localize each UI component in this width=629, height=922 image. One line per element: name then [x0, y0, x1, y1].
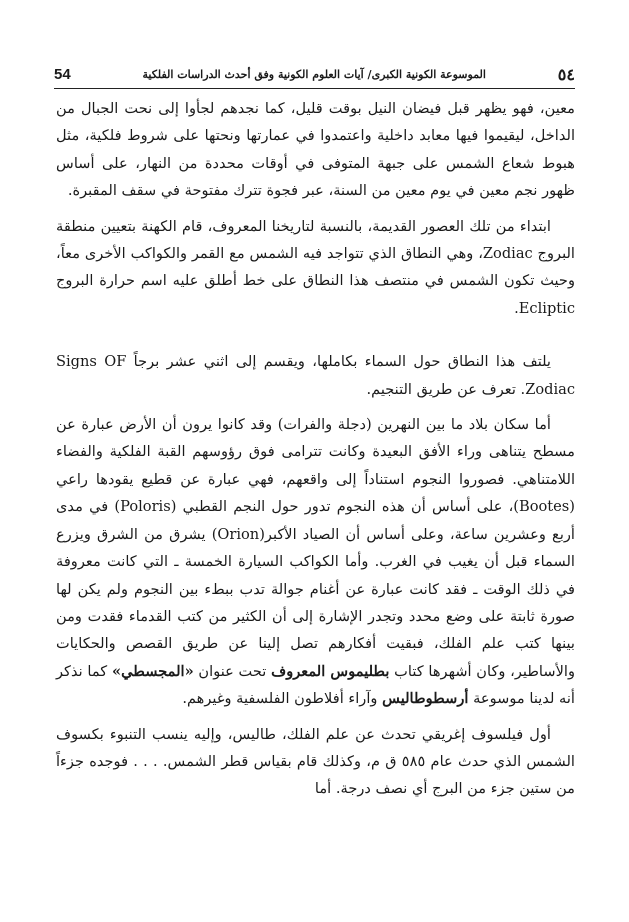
bold-almagest: «المجسطي» [111, 662, 194, 680]
paragraph-1: معين، فهو يظهر قبل فيضان النيل بوقت قليل، كما نجدهم لجأوا إلى نحت الجبال من الداخل، ليقيموا فيها معابد داخلية واعتمدوا في عمارتها ونحتها على شروط فلكية، مثل هبوط شعاع الشمس على جبهة المتوفى في أوقات محددة من النهار، على أساس ظهور نجم معين في يوم معين من السنة، عبر فجوة تترك مفتوحة في سقف المقبرة. [56, 100, 575, 200]
paragraph-2: ابتداء من تلك العصور القديمة، بالنسبة لتاريخنا المعروف، قام الكهنة بتعيين منطقة البروج Zodiac، وهي النطاق الذي تتواجد فيه الشمس مع القمر والكواكب الأخرى معاً، وحيث تكون الشمس في منتصف هذا النطاق على خط أطلق عليه اسم حرارة البروج Ecliptic. [56, 217, 575, 317]
page-body [56, 95, 575, 803]
paragraph-4-text-4: وآراء أفلاطون الفلسفية وغيرهم. [182, 690, 378, 708]
bold-ptolemy: بطليموس المعروف [271, 662, 390, 680]
bold-aristotle: أرسطوطاليس [382, 690, 469, 708]
header-rule [54, 88, 575, 89]
page-number-latin: 54 [54, 65, 71, 83]
paragraph-4-text-2: تحت عنوان [198, 662, 267, 680]
page-header [54, 62, 575, 86]
paragraph-3: يلتف هذا النطاق حول السماء بكاملها، ويقسم إلى اثني عشر برجاً Signs OF Zodiac. تعرف عن طريق التنجيم. [56, 353, 575, 398]
paragraph-4-text-3: كما نذكر أنه لدينا موسوعة [56, 662, 575, 708]
paragraph-5: أول فيلسوف إغريقي تحدث عن علم الفلك، طاليس، وإليه ينسب التنبوء بكسوف الشمس الذي حدث عام ٥٨٥ ق م، وكذلك قام بقياس قطر الشمس. . . . فوجده جزءاً من ستين جزء من البرج أي نصف درجة. أما [56, 725, 575, 798]
paragraph-4 [56, 411, 575, 712]
paragraph-4-text-1: أما سكان بلاد ما بين النهرين (دجلة والفرات) وقد كانوا يرون أن الأرض عبارة عن مسطح يتناهى وراء الأفق البعيدة وكانت تترامى فوق رؤوسهم القبة الفلكية والفضاء اللامتناهي. فصوروا النجوم استناداً إلى واقعهم، فهي عبارة عن قطيع يقودها راعي (Bootes)، على أساس أن هذه النجوم تدور حول النجم القطبي (Poloris) في مدى أربع وعشرين ساعة، وعلى أساس أن الصياد الأكبر(Orion) يشرق من الشرق ويزرع السماء قبل أن يغيب في الغرب. وأما الكواكب السيارة الخمسة ـ التي كانت معروفة في ذلك الوقت ـ فقد كانت عبارة عن أغنام جوالة تدب ببطء بين النجوم ولم يكن لها صورة ثابتة على وضع محدد وتجدر الإشارة إلى أن الكثير من كتب القدماء فقدت ومن بينها كتب علم الفلك، فبقيت أفكارهم تصل إلينا عن طريق القصص والحكايات والأساطير، وكان أشهرها كتاب [56, 416, 576, 680]
page-number-arabic: ٥٤ [557, 64, 575, 84]
running-title: الموسوعة الكونية الكبرى/ آيات العلوم الكونية وفق أحدث الدراسات الفلكية [142, 67, 486, 81]
